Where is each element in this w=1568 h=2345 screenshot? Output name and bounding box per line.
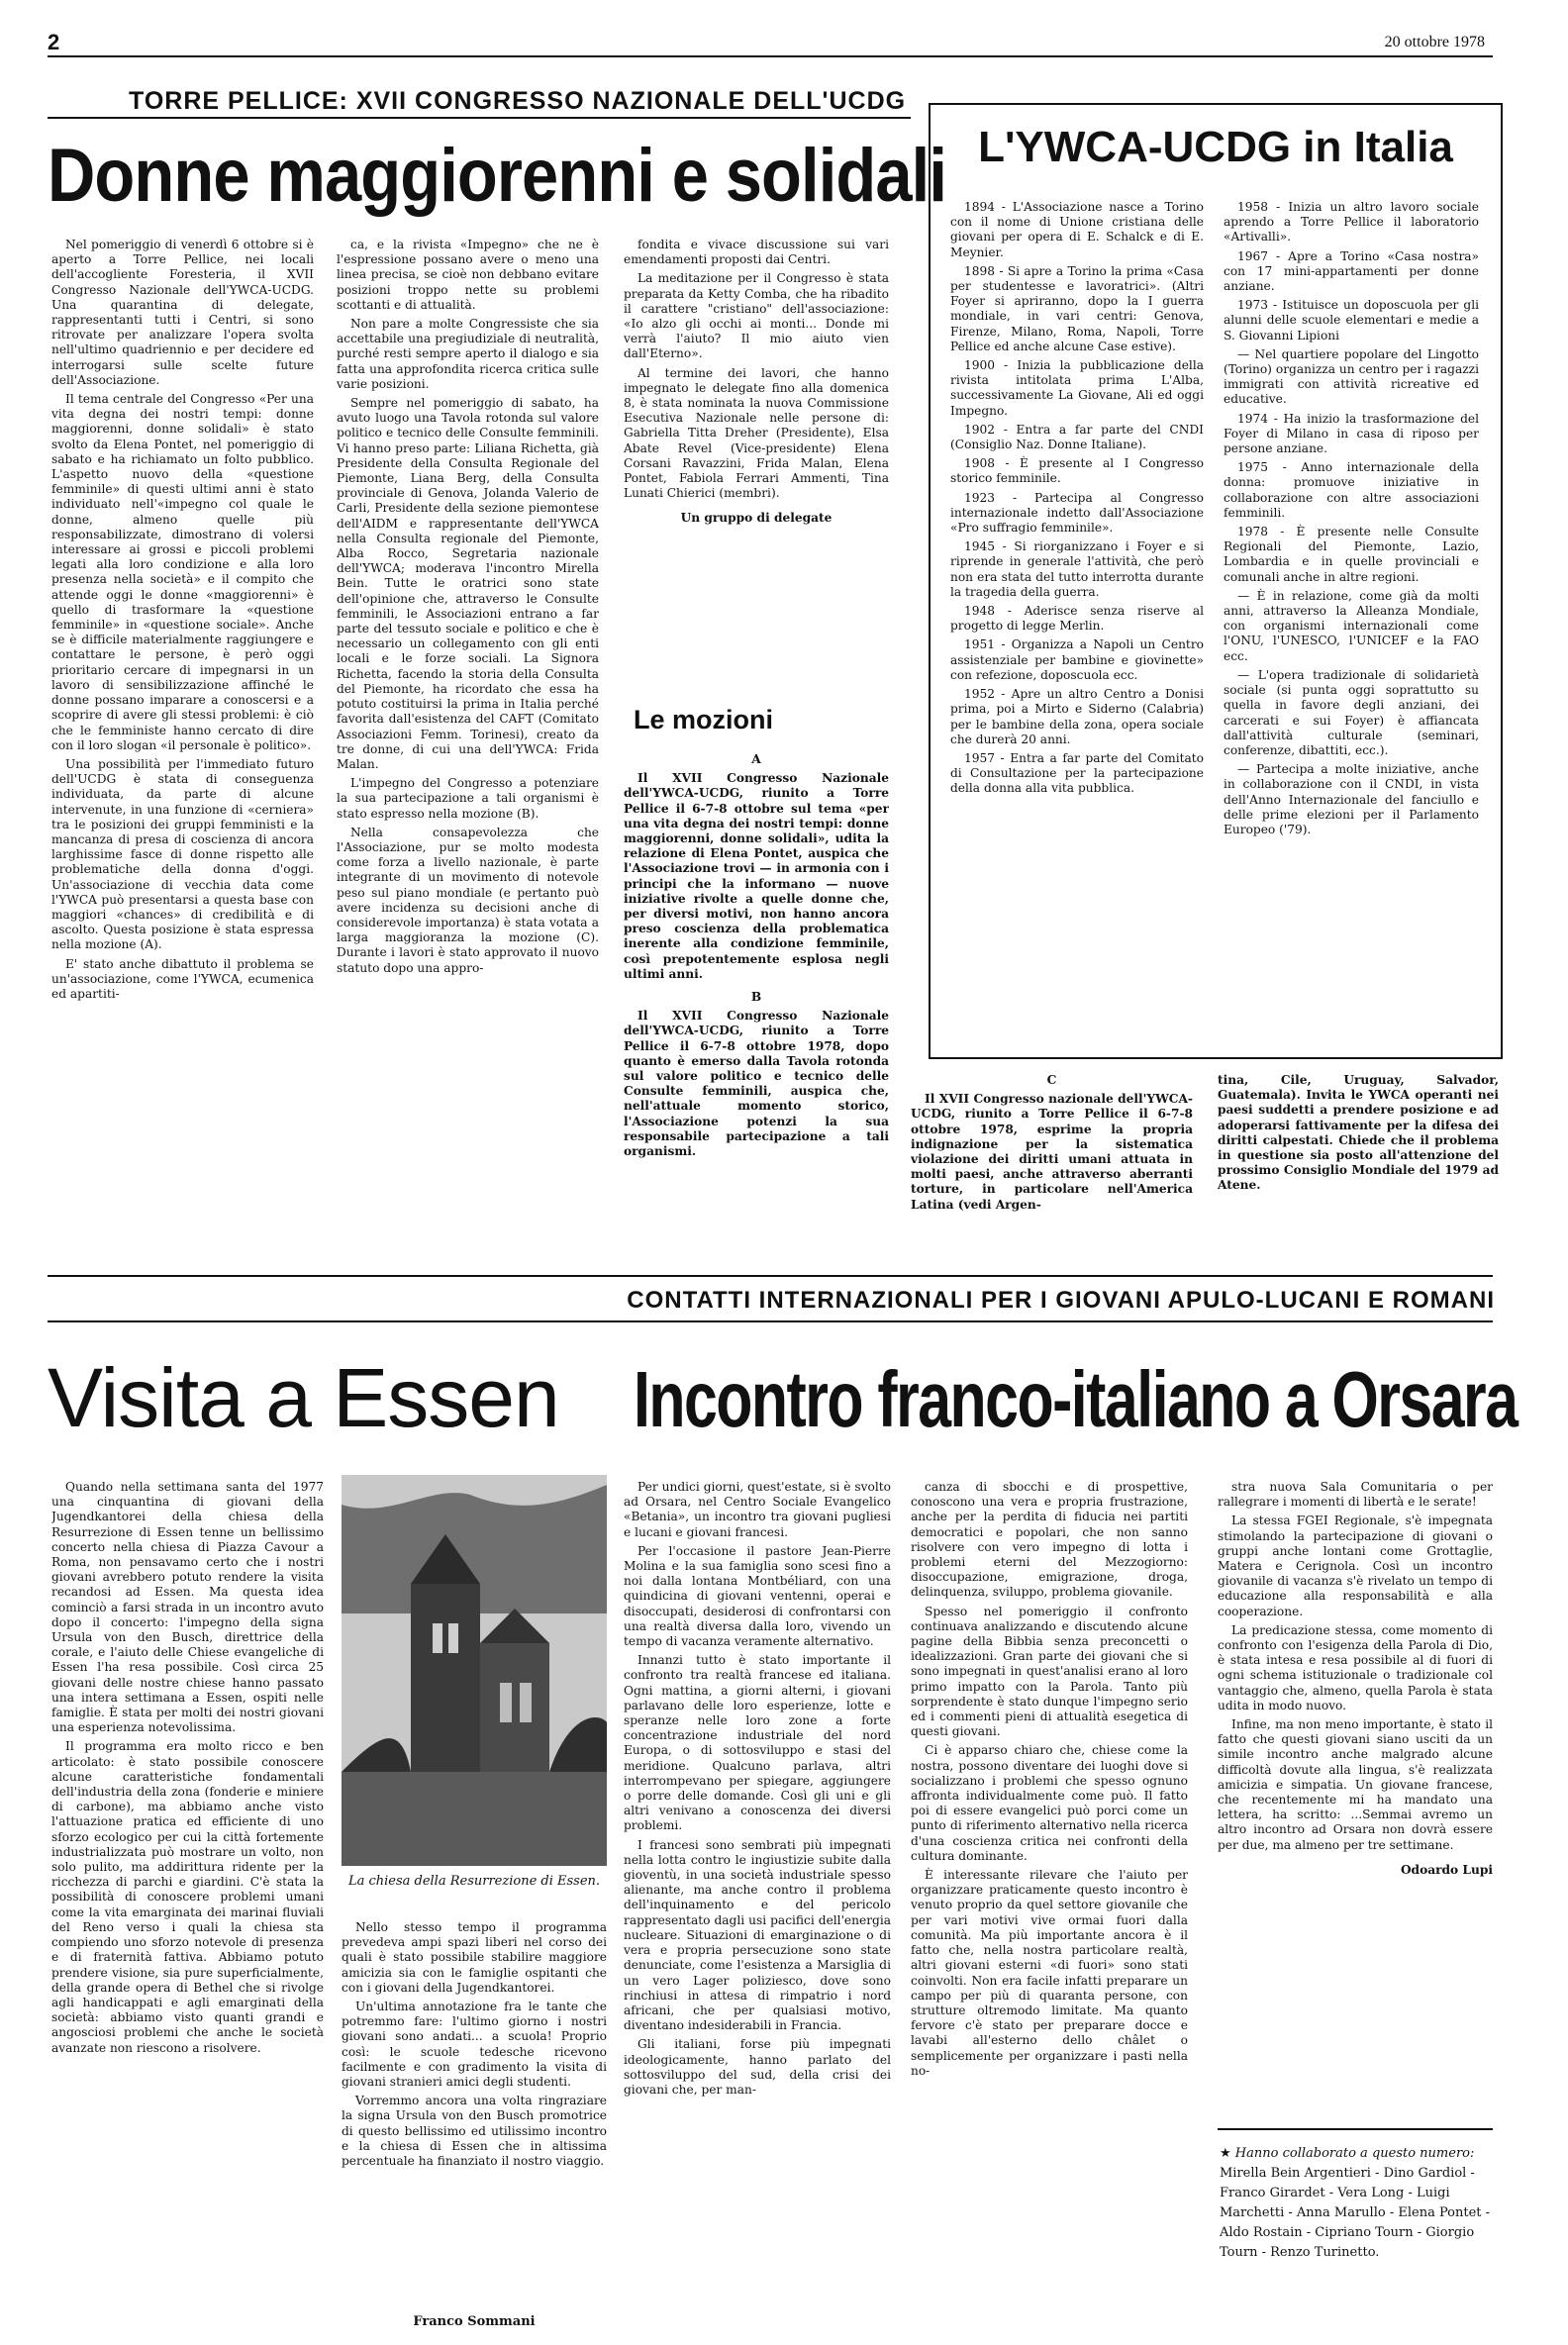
mozioni-title: Le mozioni: [634, 705, 773, 734]
essen-col-2: [342, 1920, 607, 2316]
paragraph: fondita e vivace discussione sui vari emendamenti proposti dai Centri.: [624, 238, 889, 267]
ywca-history-box: [929, 103, 1503, 1059]
timeline-entry: 1975 - Anno internazionale della donna: promuove iniziative in collaborazione con altre associazioni femminili.: [1224, 460, 1479, 520]
mozione-b-text: Il XVII Congresso Nazionale dell'YWCA-UCDG, riunito a Torre Pellice il 6-7-8 ottobre 1978, dopo quanto è emerso dalla Tavola rotonda sul valore politico e tecnico delle Consulte femminili, auspica che, nell'attuale momento storico, l'Associazione potenzi la sua responsabile partecipazione a tali organismi.: [624, 1009, 889, 1159]
mozione-c-text: Il XVII Congresso nazionale dell'YWCA-UCDG, riunito a Torre Pellice il 6-7-8 ottobre 1978, esprime la propria indignazione per la sistematica violazione dei diritti umani attuata in molti paesi, anche attraverso aberranti torture, in particolare nell'America Latina (vedi Argen-: [911, 1092, 1193, 1212]
timeline-entry: — È in relazione, come già da molti anni, attraverso la Alleanza Mondiale, con organismi internazionali come l'ONU, l'UNESCO, l'UNICEF e la FAO ecc.: [1224, 588, 1479, 663]
congress-kicker: TORRE PELLICE: XVII CONGRESSO NAZIONALE DELL'UCDG: [129, 87, 907, 115]
timeline-entry: 1967 - Apre a Torino «Casa nostra» con 17 mini-appartamenti per donne anziane.: [1224, 248, 1479, 294]
paragraph: La meditazione per il Congresso è stata preparata da Ketty Comba, che ha ribadito il carattere "cristiano" dell'associazione: «Io alzo gli occhi ai monti... Donde mi verrà l'aiuto? Il mio aiuto vien dall'Eterno».: [624, 271, 889, 361]
paragraph: Vorremmo ancora una volta ringraziare la signa Ursula von den Busch promotrice di questo bellissimo ed utilissimo incontro e la chiesa di Essen che in altissima percentuale ha finanziato il nostro viaggio.: [342, 2094, 607, 2169]
church-illustration: [342, 1475, 607, 1866]
timeline-entry: — Partecipa a molte iniziative, anche in collaborazione con il CNDI, in vista dell'Anno Internazionale del fanciullo e delle prime elezioni per il Parlamento Europeo ('79).: [1224, 762, 1479, 836]
paragraph: Nello stesso tempo il programma prevedeva ampi spazi liberi nel corso dei quali è stato possibile stabilire maggiore amicizia sia con le famiglie ospitanti che con i giovani della Jugendkantorei.: [342, 1920, 607, 1995]
timeline-entry: 1948 - Aderisce senza riserve al progetto di legge Merlin.: [950, 604, 1204, 634]
paragraph: Nel pomeriggio di venerdì 6 ottobre si è aperto a Torre Pellice, nei locali dell'accogliente Foresteria, il XVII Congresso Nazionale dell'YWCA-UCDG. Una quarantina di delegate, rappresentanti tutti i Centri, si sono ritrovate per analizzare l'opera svolta nell'ultimo quadriennio e per decidere ed interrogarsi sulle scelte future dell'Associazione.: [51, 238, 314, 387]
paragraph: Una possibilità per l'immediato futuro dell'UCDG è stata di conseguenza individuata, da parte di alcune intervenute, in una funzione di «cerniera» tra le posizioni dei gruppi femministi e la mancanza di presa di coscienza di ancora larghissime fasce di donne rispetto alle problematiche della donna d'oggi. Un'associazione di vecchia data come l'YWCA può presentarsi a questa base con maggiori «chances» di credibilità e di ascolto. Questa posizione è stata espressa nella mozione (A).: [51, 756, 314, 952]
paragraph: Innanzi tutto è stato importante il confronto tra realtà francese ed italiana. Ogni mattina, a giorni alterni, i giovani parlavano delle loro esperienze, lotte e speranze nelle loro zone a forte concentrazione industriale del nord Europa, o di sottosviluppo e stasi del meridione. Qualcuno parlava, altri interrompevano per spiegare, aggiungere o porre delle domande. Così gli uni e gli altri venivano a conoscenza dei diversi problemi.: [624, 1653, 891, 1833]
paragraph: Infine, ma non meno importante, è stato il fatto che questi giovani siano usciti da un simile incontro anche malgrado alcune difficoltà dovute alla lingua, s'è realizzata amicizia e simpatia. Un giovane francese, che recentemente mi ha mandato una lettera, ha scritto: ...Semmai avremo un altro incontro ad Orsara non dovrà essere per due, ma almeno per tre settimane.: [1218, 1717, 1493, 1852]
timeline-entry: 1973 - Istituisce un doposcuola per gli alunni delle scuole elementari e medie a S. Giovanni Lipioni: [1224, 298, 1479, 342]
essen-col-1: [51, 1480, 324, 2341]
star-icon: ★: [1220, 2146, 1231, 2161]
paragraph: Quando nella settimana santa del 1977 una cinquantina di giovani della Jugendkantorei della chiesa della Resurrezione di Essen tenne un bellissimo concerto nella chiesa di Piazza Cavour a Roma, non pensavamo certo che i nostri giovani avrebbero potuto rendere la visita recandosi ad Essen. Ma questa idea cominciò a farsi strada in un incontro avuto dopo il concerto: l'impegno della signa Ursula von den Busch, direttrice della corale, e l'aiuto delle Chiese evangeliche di Essen l'ha resa possibile. Così circa 25 giovani delle nostre chiese hanno passato una intera settimana a Essen, ospiti nelle famiglie. È stata per molti dei nostri giovani una esperienza notevolissima.: [51, 1480, 324, 1735]
congress-col-2: [337, 238, 599, 1267]
timeline-entry: 1978 - È presente nelle Consulte Regionali del Piemonte, Lazio, Lombardia e in quelle provinciali e comunali anche in altre regioni.: [1224, 525, 1479, 584]
orsara-signature: Odoardo Lupi: [1400, 1862, 1493, 1877]
ywca-col-1: [950, 200, 1204, 1041]
ywca-col-2: [1224, 200, 1479, 1041]
mozione-b-label: B: [750, 990, 762, 1005]
paragraph: Il tema centrale del Congresso «Per una vita degna dei nostri tempi: donne maggiorenni, donne solidali» è stato svolto da Elena Pontet, nel pomeriggio di sabato e ha richiamato un folto pubblico. L'aspetto nuovo della «questione femminile» di questi ultimi anni è stato individuato nell'«impegno col quale le donne, almeno quelle più responsabilizzate, dimostrano di volersi interessare ai grossi e piccoli problemi legati alla loro condizione e alla loro presenza nella società» e il compito che attende oggi le donne «maggiorenni» è quello di trasformare la «questione femminile» in «questione sociale». Anche se è difficile materialmente raggiungere e contattare le persone, è però oggi prioritario cercare di impegnarsi in un lavoro di sensibilizzazione affinché le donne possano imparare a conoscersi e a scoprire di avere gli stessi problemi: è ciò che le femministe hanno cercato di dire con il loro slogan «il personale è politico».: [51, 392, 314, 752]
page-number: 2: [48, 30, 60, 54]
mozione-a-text: Il XVII Congresso Nazionale dell'YWCA-UCDG, riunito a Torre Pellice il 6-7-8 ottobre sul tema «per una vita degna dei nostri tempi: donne maggiorenni, donne solidali», udita la relazione di Elena Pontet, auspica che l'Associazione trovi — in armonia con i principi che la informano — nuove iniziative rivolte a quelle donne che, per diversi motivi, non hanno ancora preso coscienza della problematica inerente alla condizione femminile, così prepotentemente esplosa negli ultimi anni.: [624, 771, 889, 981]
section-rule-bottom: [48, 1320, 1493, 1322]
section-rule-top: [48, 1275, 1493, 1277]
paragraph: stra nuova Sala Comunitaria o per rallegrare i momenti di libertà e le serate!: [1218, 1480, 1493, 1510]
mozione-c-label: C: [1046, 1073, 1057, 1087]
timeline-entry: 1900 - Inizia la pubblicazione della rivista intitolata prima L'Alba, successivamente La Giovane, Ali ed oggi Impegno.: [950, 358, 1204, 418]
timeline-entry: 1958 - Inizia un altro lavoro sociale aprendo a Torre Pellice il laboratorio «Artivalli».: [1224, 200, 1479, 244]
timeline-entry: 1923 - Partecipa al Congresso internazionale indetto dall'Associazione «Pro suffragio femminile».: [950, 490, 1204, 536]
collab-names: Mirella Bein Argentieri - Dino Gardiol - Franco Girardet - Vera Long - Luigi Marchetti - Anna Marullo - Elena Pontet - Aldo Rostain - Cipriano Tourn - Giorgio Tourn - Renzo Turinetto.: [1220, 2166, 1491, 2260]
congress-col-1: [51, 238, 314, 1267]
paragraph: Non pare a molte Congressiste che sia accettabile una pregiudiziale di neutralità, purché resti sempre aperto il dialogo e sia fatta una approfondita ricerca critica sulle varie posizioni.: [337, 317, 599, 391]
mozioni-col: [624, 752, 889, 1267]
orsara-headline: Incontro franco-italiano a Orsara: [634, 1355, 1518, 1443]
collaborators-note: [1220, 2144, 1493, 2263]
paragraph: E' stato anche dibattuto il problema se un'associazione, come l'YWCA, ecumenica ed apartiti-: [51, 956, 314, 1001]
paragraph: Un'ultima annotazione fra le tante che potremmo fare: l'ultimo giorno i nostri giovani sono andati... a scuola! Proprio così: le scuole tedesche ricevono facilmente e con gradimento la visita di giovani stranieri amici degli studenti.: [342, 2000, 607, 2090]
mozione-c-col-2: [1218, 1073, 1499, 1271]
church-photo: [342, 1475, 607, 1866]
congress-signature: Un gruppo di delegate: [680, 511, 833, 526]
timeline-entry: — L'opera tradizionale di solidarietà sociale (si punta oggi soprattutto su quella in favore degli anziani, dei carcerati e sui Foyer) è affiancata dall'attività culturale (seminari, conferenze, dibattiti, ecc.).: [1224, 667, 1479, 757]
congress-col-3: [624, 238, 889, 634]
orsara-col-2: [911, 1480, 1188, 2341]
essen-headline: Visita a Essen: [48, 1351, 559, 1444]
paragraph: canza di sbocchi e di prospettive, conoscono una vera e propria frustrazione, anche per la perdita di fiducia nei partiti democratici e popolari, che non sanno risolvere con vero impegno di lotta i problemi eterni del Mezzogiorno: disoccupazione, emigrazione, droga, delinquenza, sviluppo, problema giovanile.: [911, 1480, 1188, 1600]
timeline-entry: 1952 - Apre un altro Centro a Donisi prima, poi a Mirto e Siderno (Calabria) per le bambine della zona, opera sociale che durerà 20 anni.: [950, 687, 1204, 746]
ywca-box-title: L'YWCA-UCDG in Italia: [978, 123, 1453, 171]
collab-label: Hanno collaborato a questo numero:: [1234, 2146, 1475, 2161]
timeline-entry: 1894 - L'Associazione nasce a Torino con il nome di Unione cristiana delle giovani per opera di E. Schalck e di E. Meynier.: [950, 200, 1204, 259]
mozione-c-text-cont: tina, Cile, Uruguay, Salvador, Guatemala). Invita le YWCA operanti nei paesi suddetti a prendere posizione e ad adoperarsi fattivamente per la difesa dei diritti calpestati. Chiede che il problema in questione sia posto all'attenzione del prossimo Consiglio Mondiale del 1979 ad Atene.: [1218, 1073, 1499, 1193]
timeline-entry: 1945 - Si riorganizzano i Foyer e si riprende in generale l'attività, che però non era stata del tutto interrotta durante la tragedia della guerra.: [950, 539, 1204, 599]
kicker-rule: [48, 117, 911, 119]
paragraph: Spesso nel pomeriggio il confronto continuava analizzando e discutendo alcune pagine della Bibbia senza preconcetti o idealizzazioni. Gran parte dei giovani che si sono impegnati in quest'analisi erano al loro primo impatto con la Parola. Tanto più sorprendente è stato dunque l'impegno serio ed i commenti pieni di attualità esegetica di questi giovani.: [911, 1604, 1188, 1739]
orsara-col-1: [624, 1480, 891, 2341]
essen-signature: Franco Sommani: [413, 2314, 536, 2329]
timeline-entry: 1908 - È presente al I Congresso storico femminile.: [950, 456, 1204, 486]
paragraph: La stessa FGEI Regionale, s'è impegnata stimolando la partecipazione di giovani o gruppi anche lontani come Grottaglie, Matera e Cerignola. Così un incontro giovanile di vacanza s'è rivelato un tempo di educazione alla responsabilità e alla cooperazione.: [1218, 1514, 1493, 1618]
issue-date: 20 ottobre 1978: [1384, 34, 1485, 50]
header-rule: [48, 55, 1493, 57]
paragraph: L'impegno del Congresso a potenziare la sua partecipazione a tali organismi è stato espresso nella mozione (B).: [337, 776, 599, 821]
timeline-entry: 1951 - Organizza a Napoli un Centro assistenziale per bambine e giovinette» con refezione, doposcuola ecc.: [950, 637, 1204, 682]
timeline-entry: 1957 - Entra a far parte del Comitato di Consultazione per la partecipazione della donna alla vita pubblica.: [950, 750, 1204, 796]
paragraph: Gli italiani, forse più impegnati ideologicamente, hanno parlato del sottosviluppo del sud, della crisi dei giovani che, per man-: [624, 2037, 891, 2097]
paragraph: Per undici giorni, quest'estate, si è svolto ad Orsara, nel Centro Sociale Evangelico «Betania», un incontro tra giovani pugliesi e lucani e giovani francesi.: [624, 1480, 891, 1539]
paragraph: Per l'occasione il pastore Jean-Pierre Molina e la sua famiglia sono scesi fino a noi dalla lontana Montbéliard, con una quindicina di giovani ventenni, operai e disoccupati, desiderosi di confrontarsi con una realtà diversa dalla loro, vivendo un tempo di vacanza veramente alternativo.: [624, 1543, 891, 1649]
paragraph: Sempre nel pomeriggio di sabato, ha avuto luogo una Tavola rotonda sul valore politico e tecnico delle Consulte femminili. Vi hanno preso parte: Liliana Richetta, già Presidente della Consulta Regionale del Piemonte, Liana Berg, della Consulta provinciale di Genova, Jolanda Valerio de Carli, Presidente della sezione piemontese dell'AIDM e rappresentante dell'YWCA nella Consulta regionale del Piemonte, Alba Rocco, Segretaria nazionale dell'YWCA; moderava l'incontro Mirella Bein. Tutte le oratrici sono state dell'opinione che, attraverso le Consulte femminili, le Associazioni entrano a far parte del tessuto sociale e politico e che è necessario un collegamento con gli enti locali e le forze sociali. La Signora Richetta, facendo la storia della Consulta del Piemonte, ha ricordato che essa ha potuto costituirsi la prima in Italia perché favorita dall'esistenza del CAFT (Comitato Associazioni Femm. Torinesi), creato da tre donne, di cui una dell'YWCA: Frida Malan.: [337, 396, 599, 771]
paragraph: La predicazione stessa, come momento di confronto con l'esigenza della Parola di Dio, è stata intesa e resa possibile al di fuori di ogni schema istituzionale o tradizionale col vantaggio che, almeno, quella Parola è stata udita in modo nuovo.: [1218, 1622, 1493, 1712]
mozione-a-label: A: [751, 752, 761, 766]
timeline-entry: — Nel quartiere popolare del Lingotto (Torino) organizza un centro per i ragazzi immigrati con attività ricreative ed educative.: [1224, 346, 1479, 407]
congress-headline: Donne maggiorenni e solidali: [48, 134, 947, 218]
timeline-entry: 1898 - Si apre a Torino la prima «Casa per studentesse e lavoratrici». (Altri Foyer si apriranno, dopo la I guerra mondiale, in vari centri: Genova, Firenze, Milano, Roma, Napoli, Torre Pellice ed anche alcune Case estive).: [950, 263, 1204, 353]
timeline-entry: 1974 - Ha inizio la trasformazione del Foyer di Milano in casa di riposo per persone anziane.: [1224, 411, 1479, 456]
paragraph: Il programma era molto ricco e ben articolato: è stato possibile conoscere alcune caratteristiche fondamentali dell'industria della zona (fonderie e miniere di carbone), ma abbiamo anche visto l'attuazione pratica ed efficiente di uno sforzo ecologico per cui la città fortemente industrializzata può mostrare un volto, non solo pulito, ma addirittura ridente per la ricchezza di parchi e giardini. C'è stata la possibilità di conoscere problemi umani come la vita emarginata dei marinai fluviali del Reno verso i quali la chiesa sta compiendo uno sforzo notevole di presenza e di fraternità fattiva. Abbiamo potuto prendere visione, sia pure superficialmente, della grande opera di Bethel che si rivolge agli handicappati e agli emarginati della società: abbiamo visto quanti grandi e angosciosi problemi che anche le società avanzate non riescono a risolvere.: [51, 1739, 324, 2055]
paragraph: ca, e la rivista «Impegno» che ne è l'espressione possano avere o meno una linea precisa, se cioè non debbano evitare posizioni troppo nette su problemi scottanti e di attualità.: [337, 238, 599, 312]
collab-rule: [1218, 2128, 1493, 2130]
section-banner: CONTATTI INTERNAZIONALI PER I GIOVANI APULO-LUCANI E ROMANI: [627, 1287, 1495, 1314]
mozione-c-col-1: [911, 1073, 1193, 1271]
paragraph: Ci è apparso chiaro che, chiese come la nostra, possono diventare dei luoghi dove si socializzano i problemi che spesso ognuno affronta individualmente come può. Il fatto poi di essere evangelici può porci come un punto di riferimento alternativo nella ricerca d'una coscienza critica nei confronti della cultura dominante.: [911, 1743, 1188, 1863]
paragraph: Nella consapevolezza che l'Associazione, pur se molto modesta come forza a livello nazionale, è parte integrante di un movimento di notevole peso sul piano mondiale (e pertanto può avere incidenza su decisioni anche di considerevole importanza) è stata votata a larga maggioranza la mozione (C). Durante i lavori è stato approvato il nuovo statuto dopo una appro-: [337, 825, 599, 975]
paragraph: I francesi sono sembrati più impegnati nella lotta contro le ingiustizie subite dalla gioventù, in una società industriale spesso alienante, ma anche contro il problema dell'inquinamento e del pericolo rappresentato dagli usi pacifici dell'energia nucleare. Situazioni di emarginazione o di vera e propria persecuzione sono state denunciate, come l'esistenza a Marsiglia di un vero Lager poliziesco, dove sono rinchiusi in attesa di rimpatrio i nord africani, che per qualsiasi motivo, diventano indesiderabili in Francia.: [624, 1837, 891, 2033]
paragraph: Al termine dei lavori, che hanno impegnato le delegate fino alla domenica 8, è stata nominata la nuova Commissione Esecutiva Nazionale nelle persone di: Gabriella Titta Dreher (Presidente), Elsa Abate Revel (Vice-presidente) Elena Corsani Ravazzini, Frida Malan, Elena Pontet, Fabiola Ferrari Ammenti, Tina Lunati Chierici (membri).: [624, 365, 889, 501]
timeline-entry: 1902 - Entra a far parte del CNDI (Consiglio Naz. Donne Italiane).: [950, 422, 1204, 452]
orsara-col-3: [1218, 1480, 1493, 2034]
photo-caption: La chiesa della Resurrezione di Essen.: [347, 1874, 601, 1889]
paragraph: È interessante rilevare che l'aiuto per organizzare praticamente questo incontro è venuto proprio da quel settore giovanile che per vari motivi vive ormai fuori dalla comunità. Ma più importante ancora è il fatto che, nella nostra particolare realtà, altri giovani esterni «di fuori» sono stati coinvolti. Non era facile infatti preparare un campo per più di quaranta persone, con strutture oltremodo limitate. Ma quanto fervore c'è stato per preparare docce e lavabi all'esterno dello châlet o semplicemente per organizzare i pasti nella no-: [911, 1868, 1188, 2078]
